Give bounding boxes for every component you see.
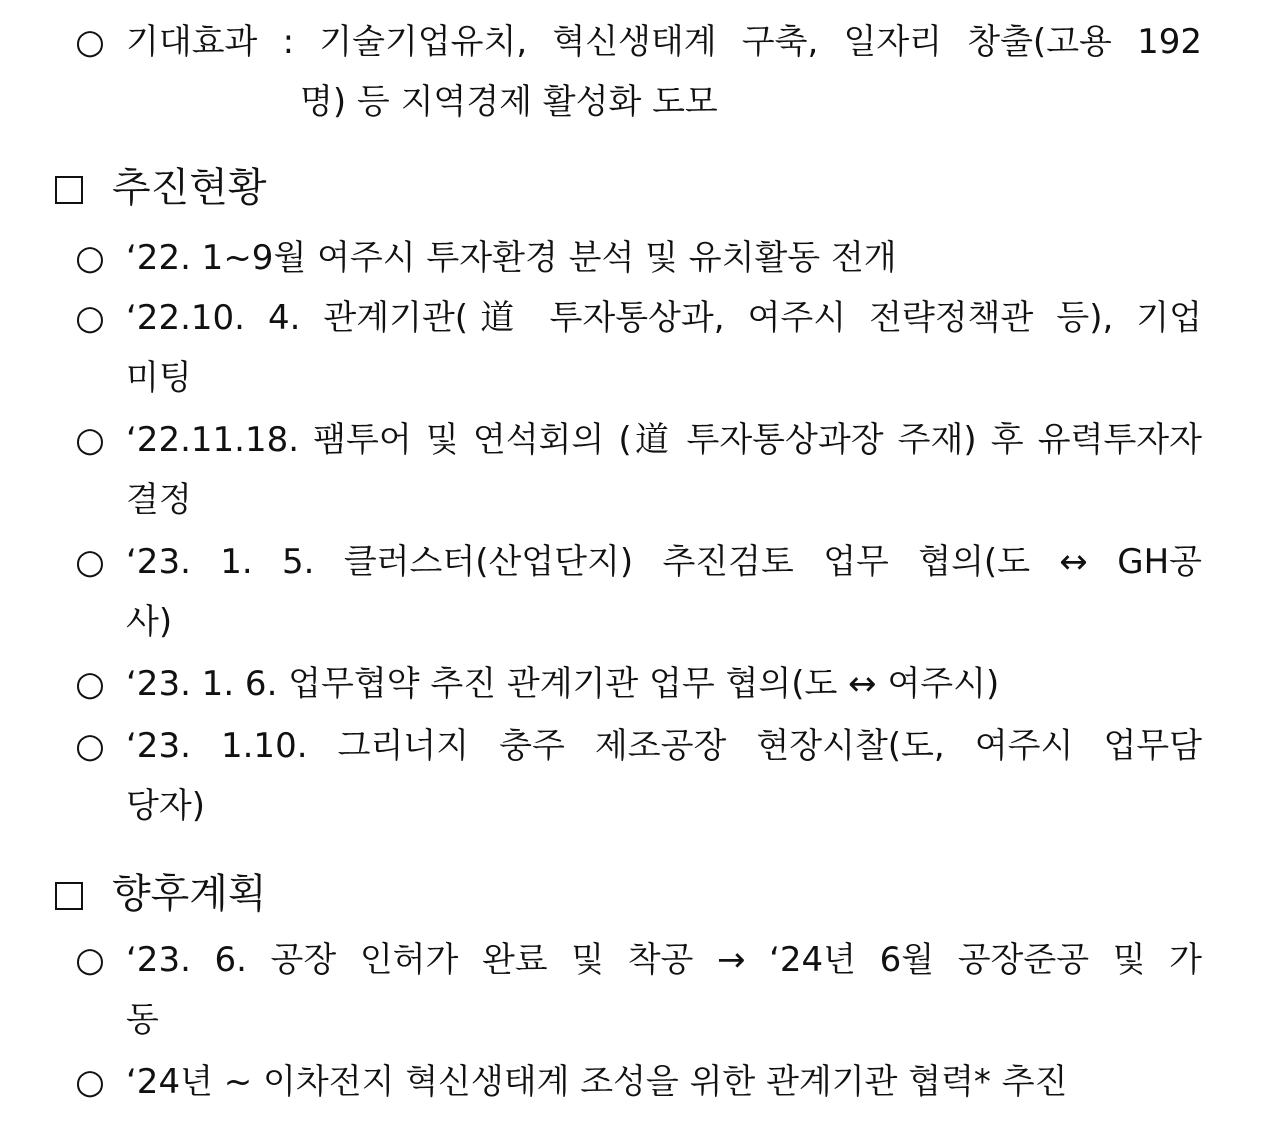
effect-text: 기대효과 : 기술기업유치, 혁신생태계 구축, 일자리 창출(고용 192	[126, 22, 1202, 62]
status-item-text-continued: 결정	[126, 480, 192, 520]
status-item-4	[0, 532, 1276, 592]
plan-item-2	[0, 1052, 1276, 1112]
circle-bullet: ○	[75, 420, 105, 460]
status-item-5	[0, 654, 1276, 714]
effect-line-1	[0, 12, 1276, 72]
circle-bullet: ○	[75, 940, 105, 980]
status-item-text-continued: 미팅	[126, 358, 192, 398]
plan-item-1-cont	[0, 990, 1276, 1050]
status-item-text: ‘22.11.18. 팸투어 및 연석회의 (道 투자통상과장 주재) 후 유력투자자	[126, 420, 1202, 460]
status-item-2	[0, 288, 1276, 348]
plan-item-1	[0, 930, 1276, 990]
circle-bullet: ○	[75, 1062, 105, 1102]
plan-item-text: ‘24년 ~ 이차전지 혁신생태계 조성을 위한 관계기관 협력* 추진	[126, 1062, 1068, 1102]
status-item-text: ‘22.10. 4. 관계기관(道 투자통상과, 여주시 전략정책관 등), 기업	[126, 298, 1202, 338]
status-item-4-cont	[0, 592, 1276, 652]
circle-bullet: ○	[75, 542, 105, 582]
status-item-6-cont	[0, 776, 1276, 836]
effect-line-2	[0, 72, 1276, 132]
status-item-text: ‘22. 1~9월 여주시 투자환경 분석 및 유치활동 전개	[126, 238, 897, 278]
plan-item-text-continued: 동	[126, 1000, 159, 1040]
plan-heading: 향후계획	[112, 871, 267, 917]
circle-bullet: ○	[75, 664, 105, 704]
status-item-3	[0, 410, 1276, 470]
square-bullet	[55, 176, 83, 204]
circle-bullet: ○	[75, 298, 105, 338]
plan-heading-row	[0, 864, 1276, 924]
plan-item-text: ‘23. 6. 공장 인허가 완료 및 착공 → ‘24년 6월 공장준공 및 가	[126, 940, 1202, 980]
status-item-2-cont	[0, 348, 1276, 408]
status-heading-row	[0, 158, 1276, 218]
status-item-text-continued: 사)	[126, 602, 173, 642]
status-heading: 추진현황	[112, 165, 267, 211]
status-item-text-continued: 당자)	[126, 786, 205, 826]
circle-bullet: ○	[75, 238, 105, 278]
status-item-text: ‘23. 1. 6. 업무협약 추진 관계기관 업무 협의(도 ↔ 여주시)	[126, 664, 1000, 704]
status-item-1	[0, 228, 1276, 288]
status-item-text: ‘23. 1.10. 그리너지 충주 제조공장 현장시찰(도, 여주시 업무담	[126, 726, 1202, 766]
status-item-3-cont	[0, 470, 1276, 530]
status-item-6	[0, 716, 1276, 776]
status-item-text: ‘23. 1. 5. 클러스터(산업단지) 추진검토 업무 협의(도 ↔ GH공	[126, 542, 1202, 582]
square-bullet	[55, 882, 83, 910]
effect-text-continued: 명) 등 지역경제 활성화 도모	[300, 82, 718, 122]
circle-bullet: ○	[75, 22, 105, 62]
circle-bullet: ○	[75, 726, 105, 766]
